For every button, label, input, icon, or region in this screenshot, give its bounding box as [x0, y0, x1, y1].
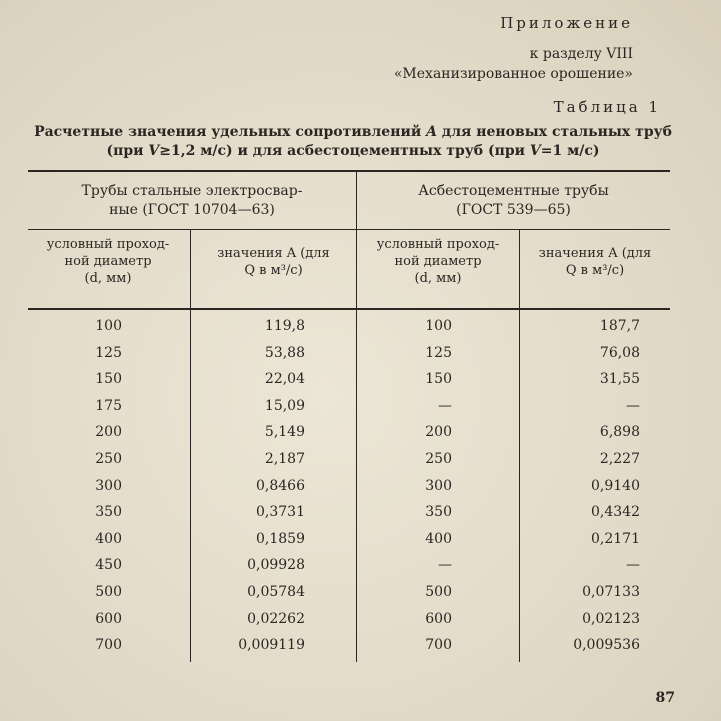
table-row — [0, 476, 721, 503]
caption-line-1 — [28, 123, 678, 142]
asbestos-value-cell: 187,7 — [599, 318, 640, 334]
caption-variable: V — [529, 143, 541, 159]
column-header-line: Q в м³/с) — [244, 263, 303, 278]
steel-diameter-cell: 700 — [95, 637, 122, 654]
caption-text: =1 м/с) — [540, 143, 600, 159]
steel-diameter-cell: 450 — [95, 557, 122, 574]
column-header-line: (d, мм) — [414, 271, 462, 286]
asbestos-diameter-cell: 400 — [425, 530, 452, 547]
section-reference — [394, 44, 633, 84]
table-body — [0, 316, 721, 662]
asbestos-value-cell: 0,07133 — [582, 583, 640, 600]
table-row — [0, 555, 721, 582]
asbestos-diameter-cell: 700 — [425, 637, 452, 654]
steel-value-cell: 0,05784 — [247, 583, 305, 600]
caption-line-2 — [28, 142, 678, 161]
table-row — [0, 396, 721, 423]
asbestos-value-cell: 0,009536 — [573, 637, 640, 654]
table-row — [0, 502, 721, 529]
table-label: Таблица 1 — [553, 98, 661, 116]
asbestos-diameter-cell: 500 — [425, 583, 452, 600]
table-row — [0, 422, 721, 449]
steel-diameter-cell: 175 — [95, 397, 122, 414]
asbestos-diameter-cell: 150 — [425, 371, 452, 388]
asbestos-value-cell: 2,227 — [599, 450, 640, 467]
group-header-line: Асбестоцементные трубы — [418, 183, 609, 199]
column-header-line: условный проход- — [46, 237, 170, 252]
table-group-rule — [28, 229, 670, 230]
asbestos-diameter-cell: 600 — [425, 610, 452, 627]
steel-diameter-cell: 300 — [95, 477, 122, 494]
column-header-line: значения A (для — [538, 246, 652, 261]
steel-diameter-cell: 150 — [95, 371, 122, 388]
asbestos-diameter-cell: — — [438, 397, 452, 414]
steel-diameter-cell: 200 — [95, 424, 122, 441]
column-header-line: условный проход- — [376, 237, 500, 252]
asbestos-value-cell: 31,55 — [599, 371, 640, 388]
steel-diameter-cell: 500 — [95, 583, 122, 600]
steel-value-cell: 53,88 — [264, 344, 305, 361]
table-row — [0, 316, 721, 343]
table-caption — [28, 123, 678, 161]
asbestos-diameter-column-header — [357, 236, 519, 287]
table-row — [0, 529, 721, 556]
steel-value-cell: 5,149 — [264, 424, 305, 441]
table-header-rule — [28, 308, 670, 310]
asbestos-value-cell: 76,08 — [599, 344, 640, 361]
caption-text: (при — [106, 143, 149, 159]
asbestos-diameter-cell: 125 — [425, 344, 452, 361]
asbestos-value-cell: 6,898 — [599, 424, 640, 441]
steel-diameter-cell: 100 — [95, 318, 122, 334]
steel-value-cell: 15,09 — [264, 397, 305, 414]
asbestos-value-cell: 0,2171 — [591, 530, 640, 547]
asbestos-diameter-cell: — — [438, 557, 452, 574]
table-row — [0, 582, 721, 609]
asbestos-value-cell: — — [626, 397, 640, 414]
steel-diameter-column-header — [26, 236, 190, 287]
caption-text: ≥1,2 м/с) и для асбестоцементных труб (при — [159, 143, 530, 159]
table-row — [0, 609, 721, 636]
table-row — [0, 449, 721, 476]
asbestos-value-cell: 0,02123 — [582, 610, 640, 627]
table-row — [0, 343, 721, 370]
asbestos-value-column-header — [520, 245, 670, 279]
steel-value-cell: 0,02262 — [247, 610, 305, 627]
steel-value-cell: 0,009119 — [238, 637, 305, 654]
group-header-line: ные (ГОСТ 10704—63) — [109, 202, 275, 218]
steel-diameter-cell: 600 — [95, 610, 122, 627]
table-row — [0, 635, 721, 662]
asbestos-diameter-cell: 350 — [425, 504, 452, 521]
section-reference-line: «Механизированное орошение» — [393, 66, 633, 82]
steel-diameter-cell: 125 — [95, 344, 122, 361]
steel-diameter-cell: 350 — [95, 504, 122, 521]
caption-text: для неновых стальных труб — [436, 124, 672, 140]
asbestos-diameter-cell: 300 — [425, 477, 452, 494]
steel-value-cell: 0,3731 — [256, 504, 305, 521]
group-header-line: (ГОСТ 539—65) — [456, 202, 571, 218]
asbestos-value-cell: 0,9140 — [591, 477, 640, 494]
steel-pipes-group-header — [28, 182, 356, 220]
steel-diameter-cell: 250 — [95, 450, 122, 467]
steel-value-cell: 22,04 — [264, 371, 305, 388]
column-header-line: значения A (для — [217, 246, 330, 261]
steel-value-cell: 0,1859 — [256, 530, 305, 547]
column-header-line: (d, мм) — [84, 271, 132, 286]
asbestos-diameter-cell: 200 — [425, 424, 452, 441]
asbestos-value-cell: 0,4342 — [591, 504, 640, 521]
asbestos-pipes-group-header — [357, 182, 670, 220]
caption-variable: A — [426, 124, 437, 140]
asbestos-diameter-cell: 250 — [425, 450, 452, 467]
table-row — [0, 369, 721, 396]
steel-value-column-header — [191, 245, 356, 279]
appendix-title: Приложение — [500, 14, 633, 32]
steel-value-cell: 119,8 — [264, 318, 305, 334]
asbestos-value-cell: — — [626, 557, 640, 574]
caption-text: Расчетные значения удельных сопротивлений — [34, 124, 427, 140]
column-header-line: ной диаметр — [394, 254, 482, 269]
steel-value-cell: 2,187 — [264, 450, 305, 467]
section-reference-line: к разделу VIII — [529, 46, 633, 62]
table-top-rule — [28, 170, 670, 172]
column-header-line: Q в м³/с) — [565, 263, 625, 278]
steel-diameter-cell: 400 — [95, 530, 122, 547]
page-number: 87 — [655, 690, 675, 706]
caption-variable: V — [148, 143, 160, 159]
group-header-line: Трубы стальные электросвар- — [81, 183, 303, 199]
steel-value-cell: 0,8466 — [256, 477, 305, 494]
asbestos-diameter-cell: 100 — [425, 318, 452, 334]
column-header-line: ной диаметр — [64, 254, 152, 269]
steel-value-cell: 0,09928 — [247, 557, 305, 574]
